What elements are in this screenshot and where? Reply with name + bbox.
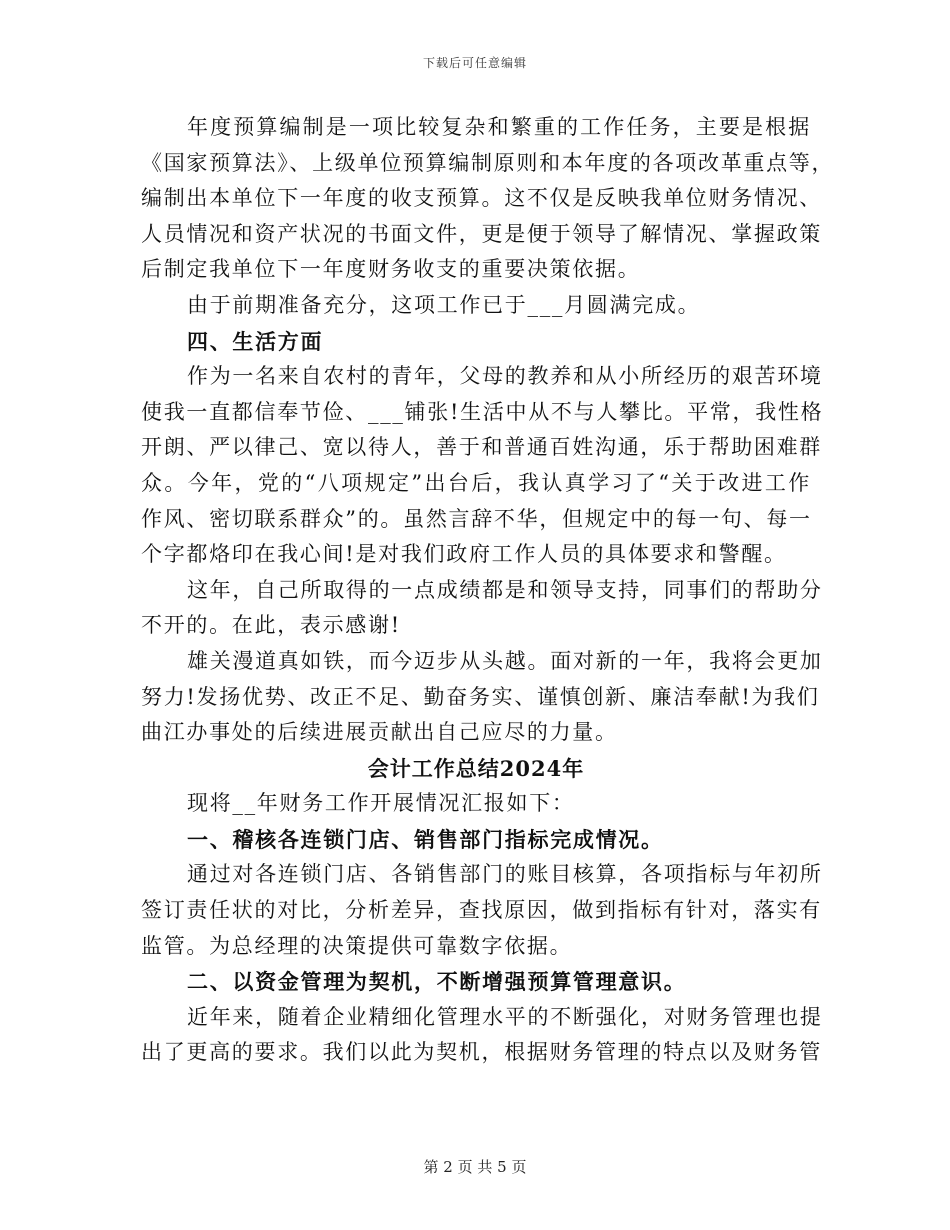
page-footer: 第 2 页 共 5 页 (423, 1158, 527, 1176)
paragraph-line: 后制定我单位下一年度财务收支的重要决策依据。 (141, 257, 641, 282)
paragraph-line: 近年来，随着企业精细化管理水平的不断强化，对财务管理也提 (187, 1004, 823, 1029)
paragraph-line: 雄关漫道真如铁，而今迈步从头越。面对新的一年，我将会更加 (187, 648, 823, 673)
section-heading: 二、以资金管理为契机，不断增强预算管理意识。 (187, 969, 687, 995)
paragraph-line: 开朗、严以律己、宽以待人，善于和普通百姓沟通，乐于帮助困难群 (141, 435, 822, 460)
paragraph-line: 这年，自己所取得的一点成绩都是和领导支持，同事们的帮助分 (187, 577, 823, 602)
paragraph-line: 监管。为总经理的决策提供可靠数字依据。 (141, 933, 573, 958)
paragraph-line: 众。今年，党的“八项规定”出台后，我认真学习了“关于改进工作 (141, 470, 811, 495)
paragraph-line: 编制出本单位下一年度的收支预算。这不仅是反映我单位财务情况、 (141, 186, 822, 211)
paragraph-line: 由于前期准备充分，这项工作已于___月圆满完成。 (187, 292, 701, 317)
section-heading: 四、生活方面 (187, 328, 324, 354)
paragraph-line: 通过对各连锁门店、各销售部门的账目核算，各项指标与年初所 (187, 862, 823, 887)
section-heading: 一、稽核各连锁门店、销售部门指标完成情况。 (187, 826, 664, 852)
paragraph-line: 个字都烙印在我心间!是对我们政府工作人员的具体要求和警醒。 (141, 542, 787, 567)
document-title: 会计工作总结2024年 (367, 755, 585, 781)
paragraph-line: 使我一直都信奉节俭、___铺张!生活中从不与人攀比。平常，我性格 (141, 399, 824, 424)
paragraph-line: 努力!发扬优势、改正不足、勤奋务实、谨慎创新、廉洁奉献!为我们 (141, 684, 820, 709)
paragraph-line: 曲江办事处的后续进展贡献出自己应尽的力量。 (141, 720, 618, 745)
paragraph-line: 作为一名来自农村的青年，父母的教养和从小所经历的艰苦环境 (187, 364, 823, 389)
paragraph-line: 人员情况和资产状况的书面文件，更是便于领导了解情况、掌握政策 (141, 221, 822, 246)
paragraph-line: 《国家预算法》、上级单位预算编制原则和本年度的各项改革重点等， (141, 150, 835, 175)
paragraph-line: 年度预算编制是一项比较复杂和繁重的工作任务，主要是根据 (187, 115, 811, 139)
page-header: 下载后可任意编辑 (422, 56, 527, 70)
paragraph-line: 现将__年财务工作开展情况汇报如下： (187, 791, 575, 816)
paragraph-line: 出了更高的要求。我们以此为契机，根据财务管理的特点以及财务管 (141, 1040, 822, 1065)
document-body (141, 110, 835, 1071)
paragraph-line: 不开的。在此，表示感谢! (141, 613, 401, 638)
paragraph-line: 签订责任状的对比，分析差异，查找原因，做到指标有针对，落实有 (141, 898, 822, 923)
paragraph-line: 作风、密切联系群众”的。虽然言辞不华，但规定中的每一句、每一 (141, 506, 812, 531)
